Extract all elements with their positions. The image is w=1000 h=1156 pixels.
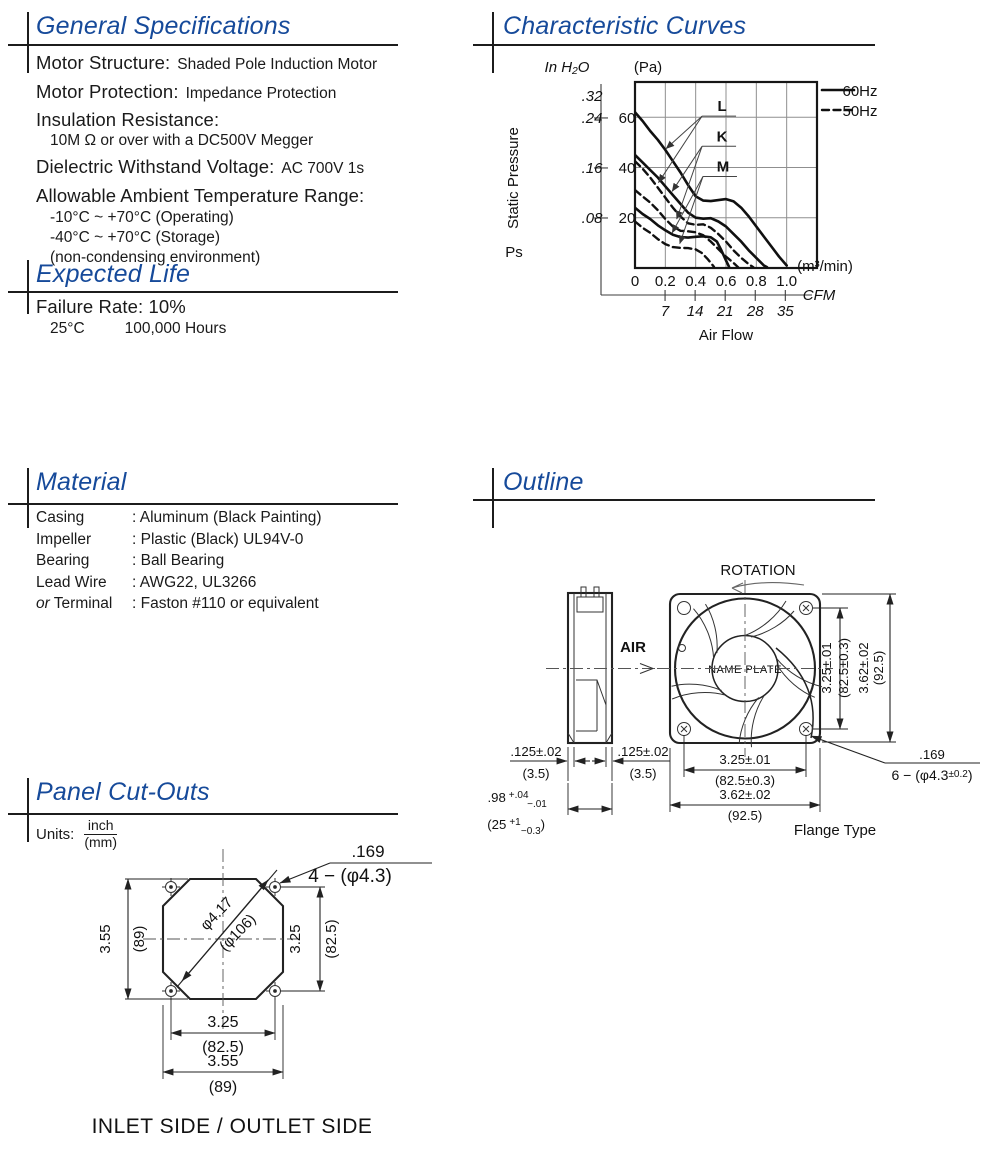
spec-value: AC 700V 1s	[281, 160, 365, 177]
curve-label-K: K	[716, 128, 728, 146]
section-general-specifications	[8, 10, 398, 266]
spec-value: Shaded Pole Induction Motor	[177, 56, 378, 73]
material-key-prefix: or	[36, 595, 50, 612]
svg-text:3.25±.01: 3.25±.01	[819, 642, 834, 694]
spec-ambient-storage: -40°C ~ +70°C (Storage)	[50, 229, 221, 246]
x-tick: 0.6	[715, 273, 737, 290]
section-rule	[473, 44, 875, 46]
x-tick: 0.2	[654, 273, 676, 290]
material-key: Bearing	[36, 552, 90, 569]
svg-text:4 − (φ4.3): 4 − (φ4.3)	[308, 866, 392, 887]
section-title: Material	[36, 468, 127, 496]
outline-drawing	[487, 535, 1000, 847]
section-rule-vertical	[27, 12, 29, 73]
y-axis-label: Static Pressure	[505, 127, 522, 229]
pa-tick-label: 40	[618, 159, 636, 177]
side-view	[568, 587, 612, 743]
material-content	[36, 509, 398, 617]
material-key: Casing	[36, 509, 85, 526]
pa-tick-label: 60	[618, 109, 636, 127]
dim-bottom-pitch	[171, 998, 275, 1056]
characteristic-curves-chart	[500, 50, 980, 360]
cfm-tick-label: 14	[686, 303, 704, 320]
svg-text:φ4.17: φ4.17	[197, 893, 237, 934]
curve-label-L: L	[717, 98, 727, 116]
rotation-arrow-icon	[732, 583, 804, 593]
x-axis-label: Air Flow	[698, 327, 754, 344]
section-rule	[8, 291, 398, 293]
spec-motor-protection	[36, 81, 398, 103]
svg-text:.169: .169	[919, 747, 945, 762]
air-label: AIR	[620, 639, 646, 656]
svg-text:(82.5): (82.5)	[202, 1039, 244, 1056]
expected-life-content	[36, 296, 398, 338]
section-title: Expected Life	[36, 260, 191, 288]
material-row	[36, 509, 398, 531]
spec-dielectric	[36, 156, 398, 178]
spec-label: Allowable Ambient Temperature Range:	[36, 185, 365, 206]
spec-label: Motor Protection:	[36, 81, 179, 102]
svg-text:3.55: 3.55	[97, 924, 114, 954]
dim-vertical-right	[813, 594, 896, 742]
section-outline	[473, 466, 875, 506]
svg-text:(92.5): (92.5)	[727, 808, 763, 823]
inh2o-tick-label: .24	[581, 109, 603, 127]
life-temperature: 25°C	[50, 320, 85, 337]
svg-text:3.62±.02: 3.62±.02	[856, 642, 871, 694]
svg-text:3.25: 3.25	[287, 924, 304, 954]
svg-text:.169: .169	[351, 842, 385, 861]
section-rule	[473, 499, 875, 501]
panel-cutout-drawing	[30, 835, 470, 1137]
section-characteristic-curves	[473, 10, 875, 50]
spec-ambient-operating: -10°C ~ +70°C (Operating)	[50, 209, 234, 226]
y-unit-secondary: In H₂O	[544, 59, 590, 76]
cfm-tick-label: 7	[660, 303, 670, 320]
material-value: : Faston #110 or equivalent	[132, 595, 319, 612]
section-title: Panel Cut-Outs	[36, 778, 210, 806]
section-title: Characteristic Curves	[503, 12, 747, 40]
cfm-tick-label: 21	[716, 303, 734, 320]
curve-L (50Hz)	[635, 161, 753, 267]
section-rule-vertical	[492, 12, 494, 73]
spec-label: Insulation Resistance:	[36, 109, 220, 130]
section-rule-vertical	[27, 778, 29, 842]
svg-text:.125±.02: .125±.02	[617, 744, 669, 759]
curve-label-M: M	[716, 158, 730, 176]
svg-text:3.55: 3.55	[207, 1053, 239, 1070]
x-tick: 0.4	[685, 273, 707, 290]
section-rule-vertical	[492, 468, 494, 528]
svg-text:(25+1−0.3): (25 $^{+1}$−0.3)	[487, 817, 546, 837]
inh2o-tick-label: .32	[581, 88, 603, 105]
svg-text:6 − (φ4.3±0.2): $6 - (\varphi 4.3^{\pm 0.2})$	[891, 767, 973, 783]
section-rule	[8, 44, 398, 46]
flange-type-label: Flange Type	[793, 822, 877, 839]
svg-text:(3.5): (3.5)	[522, 766, 550, 781]
spec-motor-structure	[36, 52, 398, 74]
section-rule-vertical	[27, 260, 29, 314]
inh2o-tick-label: .08	[581, 209, 603, 227]
legend-label: 50Hz	[842, 103, 878, 120]
failure-rate-label: Failure Rate: 10%	[36, 296, 186, 317]
dim-left-thickness	[510, 744, 590, 781]
svg-text:(82.5): (82.5)	[323, 919, 340, 959]
material-key: Impeller	[36, 530, 92, 548]
svg-text:(89): (89)	[208, 1079, 238, 1096]
svg-text:3.62±.02: 3.62±.02	[719, 787, 771, 802]
spec-label: Motor Structure:	[36, 52, 171, 73]
dim-right-thickness	[592, 744, 670, 781]
spec-ambient-note: (non-condensing environment)	[50, 249, 261, 266]
section-rule-vertical	[27, 468, 29, 528]
spec-value: Impedance Protection	[185, 85, 337, 102]
life-hours: 100,000 Hours	[124, 320, 227, 337]
front-view	[657, 580, 833, 757]
cfm-tick-label: 28	[746, 303, 764, 320]
spec-label: Dielectric Withstand Voltage:	[36, 156, 275, 177]
section-title: Outline	[503, 468, 584, 496]
x-tick: 1.0	[776, 273, 798, 290]
section-title: General Specifications	[36, 12, 291, 40]
panel-caption: INLET SIDE / OUTLET SIDE	[91, 1115, 373, 1138]
material-key: Lead Wire	[36, 573, 107, 591]
svg-text:(82.5±0.3): (82.5±0.3)	[714, 773, 776, 788]
section-expected-life	[8, 258, 398, 348]
svg-text:(3.5): (3.5)	[629, 766, 657, 781]
x-unit-primary: (m³/min)	[797, 258, 853, 275]
svg-text:(92.5): (92.5)	[871, 650, 886, 686]
svg-text:(82.5±0.3): (82.5±0.3)	[836, 637, 851, 699]
material-value: : Aluminum (Black Painting)	[132, 509, 322, 526]
material-row	[36, 552, 398, 574]
legend-label: 60Hz	[842, 83, 878, 100]
failure-rate-line	[36, 296, 398, 318]
section-rule	[8, 813, 398, 815]
dim-right-pitch	[281, 887, 340, 991]
material-row	[36, 574, 398, 596]
section-rule	[8, 503, 398, 505]
dim-diagonal	[177, 870, 277, 987]
material-key	[36, 595, 132, 613]
svg-text:3.25: 3.25	[207, 1014, 239, 1031]
curve-K (60Hz)	[635, 155, 767, 267]
y-axis-symbol: Ps	[505, 244, 523, 261]
units-mm: (mm)	[84, 834, 117, 850]
material-value: : Plastic (Black) UL94V-0	[132, 530, 304, 548]
material-row	[36, 531, 398, 553]
section-material	[8, 466, 398, 616]
units-inch: inch	[84, 818, 117, 835]
curve-label-leader	[677, 146, 702, 219]
units-label: Units:	[36, 825, 75, 843]
svg-text:3.25±.01: 3.25±.01	[719, 752, 771, 767]
hole-callout	[811, 736, 980, 783]
y-unit-primary: (Pa)	[633, 59, 663, 76]
spec-ambient	[36, 185, 398, 207]
material-value: : Ball Bearing	[132, 552, 225, 569]
x-unit-secondary: CFM	[802, 287, 836, 304]
svg-text:(φ106): (φ106)	[216, 910, 260, 955]
spec-insulation	[36, 109, 398, 131]
svg-text:.125±.02: .125±.02	[510, 744, 562, 759]
panel-hole-callout	[280, 842, 432, 887]
general-specs-content	[36, 50, 398, 267]
material-value: : AWG22, UL3266	[132, 573, 257, 591]
name-plate-label: NAME PLATE	[708, 664, 782, 676]
x-tick: 0.8	[745, 273, 767, 290]
svg-text:.98+.04−.01: .98 $^{+.04}$ −.01	[487, 790, 547, 810]
x-tick: 0	[630, 273, 640, 290]
rotation-label: ROTATION	[720, 562, 796, 579]
inh2o-tick-label: .16	[581, 159, 603, 177]
material-key-main: Terminal	[53, 595, 113, 612]
material-row	[36, 595, 398, 617]
life-detail-line	[36, 320, 398, 338]
svg-text:(89): (89)	[131, 925, 148, 953]
cfm-tick-label: 35	[776, 303, 794, 320]
lead-wire-hole	[679, 645, 686, 652]
dim-depth	[487, 783, 612, 837]
support-strut	[776, 648, 813, 738]
spec-insulation-value: 10M Ω or over with a DC500V Megger	[50, 132, 314, 149]
pa-tick-label: 20	[618, 209, 636, 227]
